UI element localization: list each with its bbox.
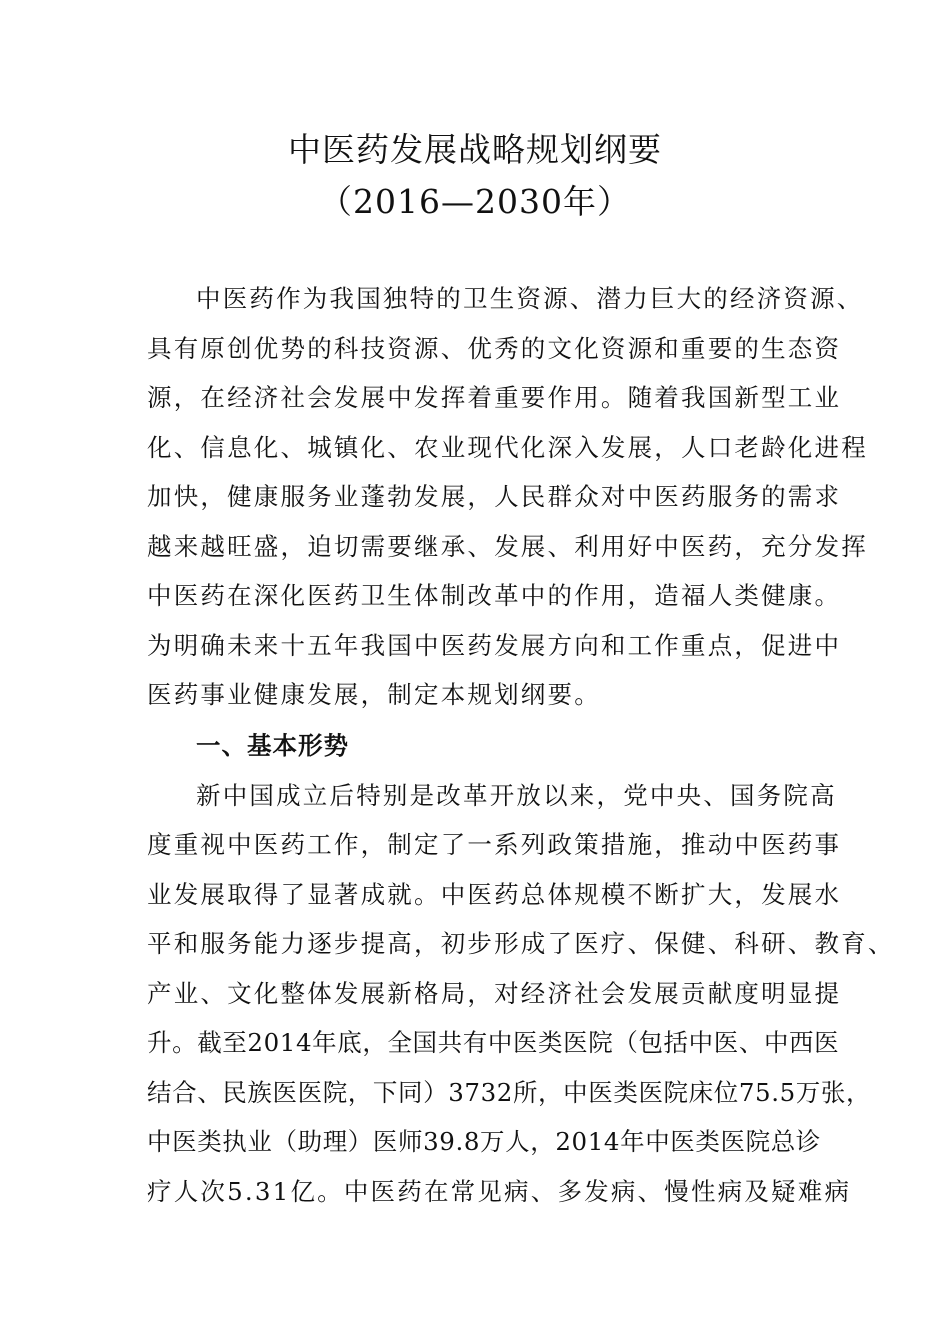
paragraph-line: 平和服务能力逐步提高，初步形成了医疗、保健、科研、教育、 bbox=[147, 929, 895, 958]
paragraph-line: 度重视中医药工作，制定了一系列政策措施，推动中医药事 bbox=[147, 830, 842, 859]
paragraph-line: 结合、民族医医院，下同）3732所，中医类医院床位75.5万张， bbox=[147, 1078, 872, 1107]
paragraph-line: 业发展取得了显著成就。中医药总体规模不断扩大，发展水 bbox=[147, 880, 842, 909]
paragraph-line: 升。截至2014年底，全国共有中医类医院（包括中医、中西医 bbox=[147, 1028, 840, 1057]
paragraph-line: 新中国成立后特别是改革开放以来，党中央、国务院高 bbox=[196, 781, 837, 810]
paragraph-line: 加快，健康服务业蓬勃发展，人民群众对中医药服务的需求 bbox=[147, 482, 842, 511]
paragraph-line: 为明确未来十五年我国中医药发展方向和工作重点，促进中 bbox=[147, 631, 842, 660]
paragraph-line: 疗人次5.31亿。中医药在常见病、多发病、慢性病及疑难病 bbox=[147, 1177, 852, 1206]
section-heading: 一、基本形势 bbox=[196, 731, 349, 760]
document-subtitle: （2016—2030年） bbox=[319, 182, 631, 221]
document-title: 中医药发展战略规划纲要 bbox=[288, 130, 662, 169]
paragraph-line: 中医类执业（助理）医师39.8万人，2014年中医类医院总诊 bbox=[147, 1127, 821, 1156]
paragraph-line: 越来越旺盛，迫切需要继承、发展、利用好中医药，充分发挥 bbox=[147, 532, 868, 561]
paragraph-line: 医药事业健康发展，制定本规划纲要。 bbox=[147, 680, 601, 709]
paragraph-line: 具有原创优势的科技资源、优秀的文化资源和重要的生态资 bbox=[147, 334, 842, 363]
paragraph-line: 中医药在深化医药卫生体制改革中的作用，造福人类健康。 bbox=[147, 581, 842, 610]
paragraph-line: 源，在经济社会发展中发挥着重要作用。随着我国新型工业 bbox=[147, 383, 842, 412]
paragraph-line: 化、信息化、城镇化、农业现代化深入发展，人口老龄化进程 bbox=[147, 433, 868, 462]
paragraph-line: 中医药作为我国独特的卫生资源、潜力巨大的经济资源、 bbox=[196, 284, 864, 313]
paragraph-line: 产业、文化整体发展新格局，对经济社会发展贡献度明显提 bbox=[147, 979, 842, 1008]
